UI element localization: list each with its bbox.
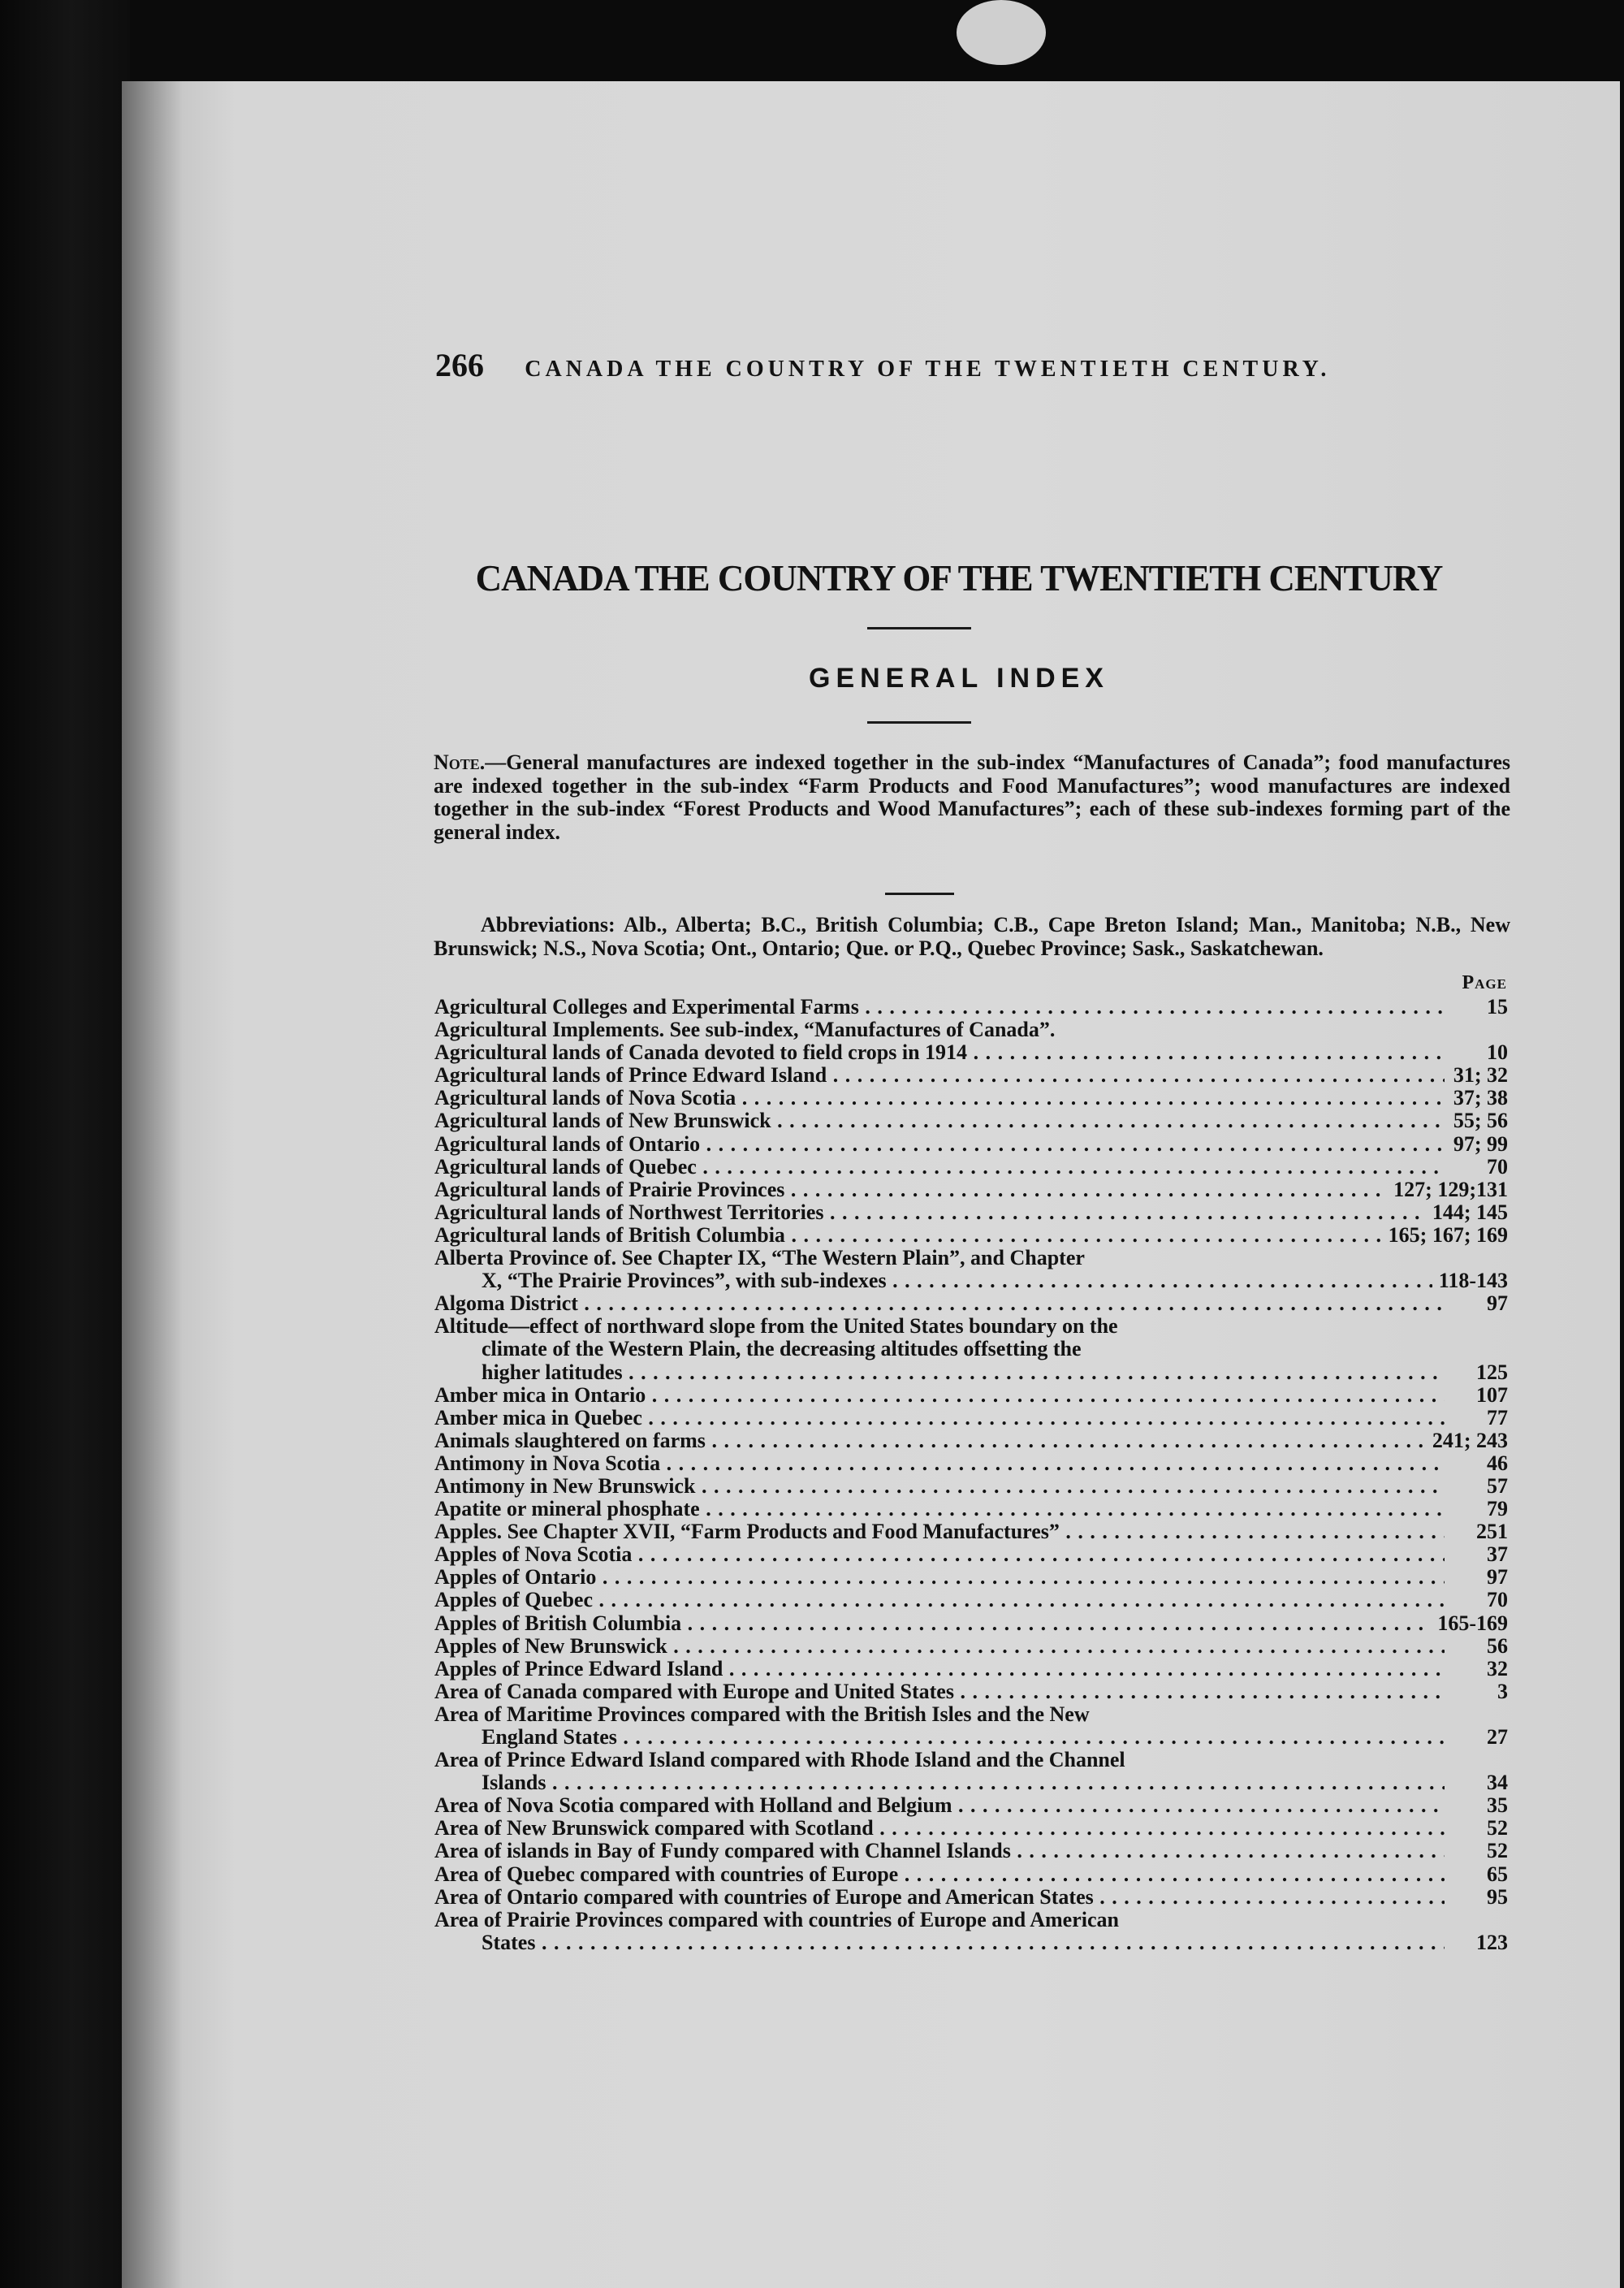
index-entry-text: Apples of British Columbia . . . <box>434 1612 1431 1635</box>
index-entry-continuation: climate of the Western Plain, the decreasing altitudes offsetting the <box>482 1337 1082 1361</box>
index-entry <box>434 1909 1508 1954</box>
index-entry-page: 56 <box>1487 1633 1508 1658</box>
index-entry-page: 70 <box>1487 1588 1508 1612</box>
index-entry-page: 52 <box>1487 1816 1508 1840</box>
index-entry-page: 118-143 <box>1438 1269 1508 1293</box>
index-entry <box>434 1612 1508 1635</box>
index-entry <box>434 1543 1508 1566</box>
index-entry-text: Apatite or mineral phosphate . . . <box>434 1498 1445 1520</box>
index-entry-continuation-text: England States . . . <box>482 1726 1445 1749</box>
index-entry <box>434 1429 1508 1452</box>
index-entry-continuation-text: States . . . <box>482 1931 1445 1954</box>
index-entry-text: Agricultural lands of Prince Edward Island . . . <box>434 1064 1445 1087</box>
index-entry-page: 52 <box>1487 1839 1508 1863</box>
index-entry-page: 37 <box>1487 1542 1508 1567</box>
scan-blemish <box>957 0 1046 65</box>
index-entry <box>434 1840 1508 1862</box>
abbreviations-paragraph: Abbreviations: Alb., Alberta; B.C., British Columbia; C.B., Cape Breton Island; Man., Manitoba; N.B., New Brunswick; N.S., Nova Scotia; Ont., Ontario; Que. or P.Q., Quebec Province; Sask., Saskatchewan. <box>434 913 1510 960</box>
index-entry <box>434 1566 1508 1589</box>
index-entry-page: 97; 99 <box>1453 1131 1508 1156</box>
index-entry <box>434 1064 1508 1087</box>
index-entry-text: Apples. See Chapter XVII, “Farm Products and Food Manufactures” . . . <box>434 1520 1445 1543</box>
index-entry-text: Agricultural Implements. See sub-index, “Manufactures of Canada”. <box>434 1019 1056 1042</box>
index-entry-page: 144; 145 <box>1432 1200 1508 1224</box>
index-entry-page: 32 <box>1487 1656 1508 1680</box>
index-entry-page: 3 <box>1497 1679 1508 1703</box>
index-entry <box>434 1247 1508 1292</box>
note-label: Note. <box>434 750 486 774</box>
index-entry-text: Area of islands in Bay of Fundy compared with Channel Islands . . . <box>434 1840 1445 1862</box>
index-entry <box>434 1863 1508 1886</box>
index-entry-continuation <box>434 1931 1508 1954</box>
index-entry-page: 97 <box>1487 1291 1508 1316</box>
title-rule <box>867 627 971 629</box>
index-entry-page: 125 <box>1476 1360 1508 1384</box>
index-entry <box>434 1109 1508 1132</box>
index-entry-page: 251 <box>1476 1520 1508 1544</box>
section-rule <box>867 721 971 724</box>
index-entry-page: 27 <box>1487 1725 1508 1749</box>
page-column-label: Page <box>1462 972 1507 993</box>
index-entry-text: Antimony in Nova Scotia . . . <box>434 1452 1445 1475</box>
index-entry <box>434 1520 1508 1543</box>
index-entry <box>434 1749 1508 1794</box>
index-entry-text: Altitude—effect of northward slope from the United States boundary on the <box>434 1315 1118 1339</box>
note-rule <box>885 893 954 895</box>
section-title: GENERAL INDEX <box>809 663 1109 694</box>
note-paragraph <box>434 751 1510 844</box>
index-entry <box>434 1794 1508 1817</box>
index-entry <box>434 1224 1508 1247</box>
index-entry <box>434 1156 1508 1179</box>
index-entry <box>434 1087 1508 1109</box>
book-page <box>122 81 1620 2288</box>
index-entry-continuation-text: X, “The Prairie Provinces”, with sub-indexes . . . <box>482 1269 1432 1292</box>
index-entry-text: Area of Prince Edward Island compared with Rhode Island and the Channel <box>434 1749 1125 1772</box>
index-entry-page: 241; 243 <box>1432 1428 1508 1452</box>
index-entry <box>434 996 1508 1019</box>
index-entry-page: 57 <box>1487 1473 1508 1498</box>
index-entry <box>434 1703 1508 1749</box>
index-entry-continuation <box>434 1361 1508 1384</box>
index-entry-text: Agricultural Colleges and Experimental Farms . . . <box>434 996 1445 1019</box>
index-entry-page: 46 <box>1487 1451 1508 1475</box>
index-entry-page: 34 <box>1487 1771 1508 1795</box>
index-entry-text: Algoma District . . . <box>434 1292 1445 1315</box>
index-entry-page: 123 <box>1476 1930 1508 1954</box>
page-number: 266 <box>435 347 484 383</box>
index-entry-page: 37; 38 <box>1453 1086 1508 1110</box>
index-entry <box>434 1817 1508 1840</box>
index-entry <box>434 1886 1508 1909</box>
book-spine-shadow <box>0 0 130 2288</box>
index-entry <box>434 1384 1508 1407</box>
index-entry <box>434 1680 1508 1703</box>
index-entry-continuation <box>434 1726 1508 1749</box>
index-entry-page: 97 <box>1487 1565 1508 1589</box>
index-entry-continuation <box>434 1771 1508 1794</box>
index-entry-text: Amber mica in Quebec . . . <box>434 1407 1445 1429</box>
index-entry <box>434 1201 1508 1224</box>
index-entry <box>434 1475 1508 1498</box>
index-entry-page: 107 <box>1476 1382 1508 1407</box>
index-entry-text: Agricultural lands of Nova Scotia . . . <box>434 1087 1445 1109</box>
index-entry-continuation <box>434 1269 1508 1292</box>
index-entry <box>434 1041 1508 1064</box>
index-entry-text: Agricultural lands of Ontario . . . <box>434 1133 1445 1156</box>
index-entry-text: Area of Maritime Provinces compared with the British Isles and the New <box>434 1702 1090 1726</box>
index-entry-page: 55; 56 <box>1453 1109 1508 1133</box>
main-title: CANADA THE COUNTRY OF THE TWENTIETH CENTURY <box>475 558 1443 599</box>
index-entry-text: Apples of Quebec . . . <box>434 1589 1445 1611</box>
index-entry-page: 79 <box>1487 1497 1508 1521</box>
index-entry-page: 15 <box>1487 995 1508 1019</box>
index-entry-text: Apples of Nova Scotia . . . <box>434 1543 1445 1566</box>
index-entry-page: 95 <box>1487 1884 1508 1909</box>
index-entry-page: 70 <box>1487 1154 1508 1179</box>
running-head <box>435 346 1438 384</box>
index-entry-page: 165-169 <box>1437 1611 1508 1635</box>
index-entry-text: Agricultural lands of Canada devoted to field crops in 1914 . . . <box>434 1041 1445 1064</box>
index-entry-text: Antimony in New Brunswick . . . <box>434 1475 1445 1498</box>
index-entry-text: Agricultural lands of New Brunswick . . . <box>434 1109 1445 1132</box>
index-entry <box>434 1635 1508 1658</box>
index-entry <box>434 1452 1508 1475</box>
index-entry <box>434 1407 1508 1429</box>
index-entry-page: 65 <box>1487 1862 1508 1886</box>
index-entry-text: Agricultural lands of Quebec . . . <box>434 1156 1445 1179</box>
running-title: CANADA THE COUNTRY OF THE TWENTIETH CENTURY. <box>525 357 1331 382</box>
index-entry-text: Apples of Ontario . . . <box>434 1566 1445 1589</box>
index-entry-text: Area of Ontario compared with countries of Europe and American States . . . <box>434 1886 1445 1909</box>
index-entries <box>434 996 1508 1954</box>
index-entry-text: Area of Nova Scotia compared with Holland and Belgium . . . <box>434 1794 1445 1817</box>
index-entry-page: 77 <box>1487 1405 1508 1429</box>
index-entry-text: Apples of Prince Edward Island . . . <box>434 1658 1445 1680</box>
index-entry-continuation-text: Islands . . . <box>482 1771 1445 1794</box>
index-entry-page: 35 <box>1487 1793 1508 1818</box>
index-entry-text: Apples of New Brunswick . . . <box>434 1635 1445 1658</box>
index-entry-text: Animals slaughtered on farms . . . <box>434 1429 1426 1452</box>
index-entry-text: Area of Canada compared with Europe and United States . . . <box>434 1680 1445 1703</box>
index-entry <box>434 1498 1508 1520</box>
index-entry-text: Area of New Brunswick compared with Scotland . . . <box>434 1817 1445 1840</box>
index-entry-page: 127; 129;131 <box>1393 1177 1508 1201</box>
index-entry-text: Amber mica in Ontario . . . <box>434 1384 1445 1407</box>
index-entry-page: 10 <box>1487 1040 1508 1065</box>
index-entry-text: Area of Prairie Provinces compared with countries of Europe and American <box>434 1908 1119 1931</box>
index-entry <box>434 1658 1508 1680</box>
note-text: —General manufactures are indexed together in the sub-index “Manufactures of Canada”; food manufactures are indexed together in the sub-index “Farm Products and Food Manufactures”; wood manufactures are indexed together in the sub-index “Forest Products and Wood Manufactures”; each of these sub-indexes forming part of the general index. <box>434 750 1510 844</box>
index-entry-text: Area of Quebec compared with countries of Europe . . . <box>434 1863 1445 1886</box>
index-entry <box>434 1315 1508 1383</box>
index-entry-text: Alberta Province of. See Chapter IX, “The Western Plain”, and Chapter <box>434 1247 1085 1270</box>
index-entry <box>434 1133 1508 1156</box>
index-entry-text: Agricultural lands of British Columbia . . . <box>434 1224 1382 1247</box>
index-entry-page: 31; 32 <box>1453 1063 1508 1088</box>
index-entry-page: 165; 167; 169 <box>1388 1222 1508 1247</box>
index-entry <box>434 1179 1508 1201</box>
index-entry <box>434 1589 1508 1611</box>
index-entry-text: Agricultural lands of Northwest Territories . . . <box>434 1201 1426 1224</box>
index-entry-text: Agricultural lands of Prairie Provinces . . . <box>434 1179 1387 1201</box>
index-entry <box>434 1292 1508 1315</box>
index-entry-continuation-text: higher latitudes . . . <box>482 1361 1445 1384</box>
index-entry <box>434 1019 1508 1041</box>
